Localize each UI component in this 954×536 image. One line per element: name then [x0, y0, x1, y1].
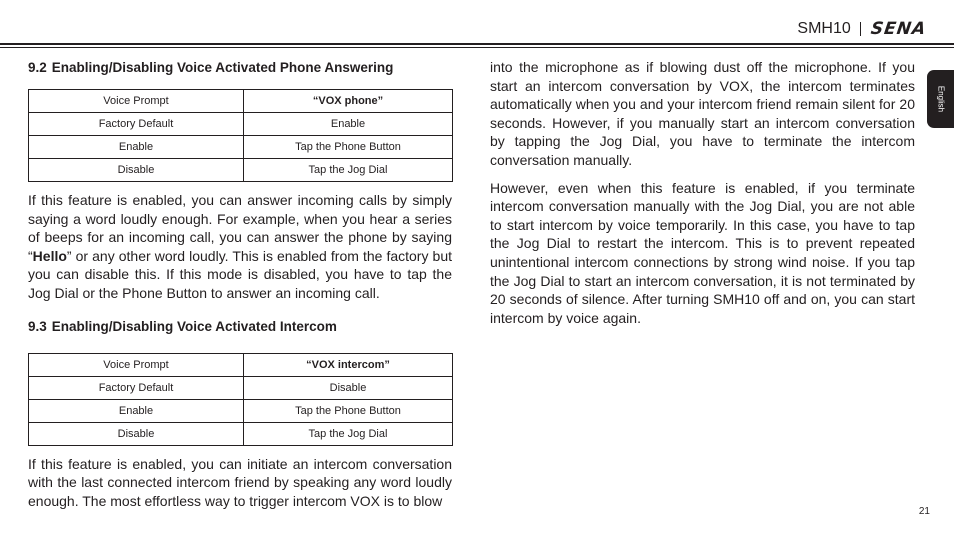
table-cell: Tap the Jog Dial	[244, 422, 453, 445]
header-separator	[860, 22, 861, 36]
right-column	[490, 58, 915, 327]
paragraph-bold-word: Hello	[32, 247, 67, 264]
table-row	[29, 90, 453, 113]
language-tab-label: English	[936, 85, 945, 113]
section-9-2-number: 9.2	[28, 60, 47, 75]
table-cell: Voice Prompt	[29, 353, 244, 376]
table-cell: Enable	[29, 136, 244, 159]
model-name: SMH10	[797, 20, 851, 37]
vox-phone-table	[28, 89, 453, 182]
table-row	[29, 113, 453, 136]
language-tab	[927, 70, 954, 128]
table-cell: Disable	[244, 376, 453, 399]
paragraph-text: If this feature is enabled, you can answer incoming calls by simply saying a word loudly enough. For example, when you hear a series of beeps for an incoming call, you can answer the phone by saying “	[28, 192, 452, 264]
table-cell: “VOX intercom”	[244, 353, 453, 376]
table-cell: Tap the Jog Dial	[244, 159, 453, 182]
paragraph-text: ” or any other word loudly. This is enabled from the factory but you can disable this. If this mode is disabled, you have to tap the Jog Dial or the Phone Button to answer an incoming call.	[28, 247, 452, 301]
table-cell: Factory Default	[29, 113, 244, 136]
table-cell: Enable	[29, 399, 244, 422]
section-9-3-paragraph-2: However, even when this feature is enabled, if you terminate intercom conversation manually with the Jog Dial, you are not able to start intercom by voice temporarily. In this case, you have to tap the Jog Dial to restart the intercom. This is to prevent repeated unintentional intercom connections by strong wind noise. If you tap the Jog Dial to start an intercom conversation, it is not terminated by 20 seconds of silence. After turning SMH10 off and on, you can start intercom by voice again.	[490, 179, 915, 326]
table-cell: Voice Prompt	[29, 90, 244, 113]
header-rule-thick	[0, 43, 954, 45]
section-9-3-paragraph-start: If this feature is enabled, you can initiate an intercom conversation with the last connected intercom friend by speaking any word loudly enough. The most effortless way to trigger intercom VOX is to blow	[28, 455, 452, 509]
table-cell: Tap the Phone Button	[244, 399, 453, 422]
table-row	[29, 159, 453, 182]
table-row	[29, 376, 453, 399]
section-9-3-number: 9.3	[28, 318, 47, 334]
table-cell: Tap the Phone Button	[244, 136, 453, 159]
section-9-3-title: Enabling/Disabling Voice Activated Intercom	[51, 318, 337, 334]
table-row	[29, 399, 453, 422]
table-row	[29, 353, 453, 376]
table-cell: Enable	[244, 113, 453, 136]
page-number: 21	[918, 506, 930, 517]
table-row	[29, 136, 453, 159]
section-9-2-title: Enabling/Disabling Voice Activated Phone Answering	[51, 60, 394, 75]
vox-intercom-table	[28, 353, 453, 446]
section-9-2-heading	[28, 58, 452, 78]
section-9-3-heading	[28, 317, 452, 337]
table-cell: “VOX phone”	[244, 90, 453, 113]
table-cell: Disable	[29, 159, 244, 182]
section-9-2-paragraph	[28, 191, 452, 303]
section-9-3-paragraph-continued: into the microphone as if blowing dust off the microphone. If you start an intercom conversation by VOX, the intercom terminates automatically when you and your intercom friend remain silent for 20 seconds. However, if you manually start an intercom conversation by tapping the Jog Dial, you have to terminate the intercom conversation manually.	[490, 59, 915, 168]
table-cell: Disable	[29, 422, 244, 445]
header-rule-thin	[0, 47, 954, 48]
page-header	[797, 18, 926, 40]
table-cell: Factory Default	[29, 376, 244, 399]
sena-logo: SENA	[869, 19, 928, 39]
left-column	[28, 58, 452, 510]
table-row	[29, 422, 453, 445]
